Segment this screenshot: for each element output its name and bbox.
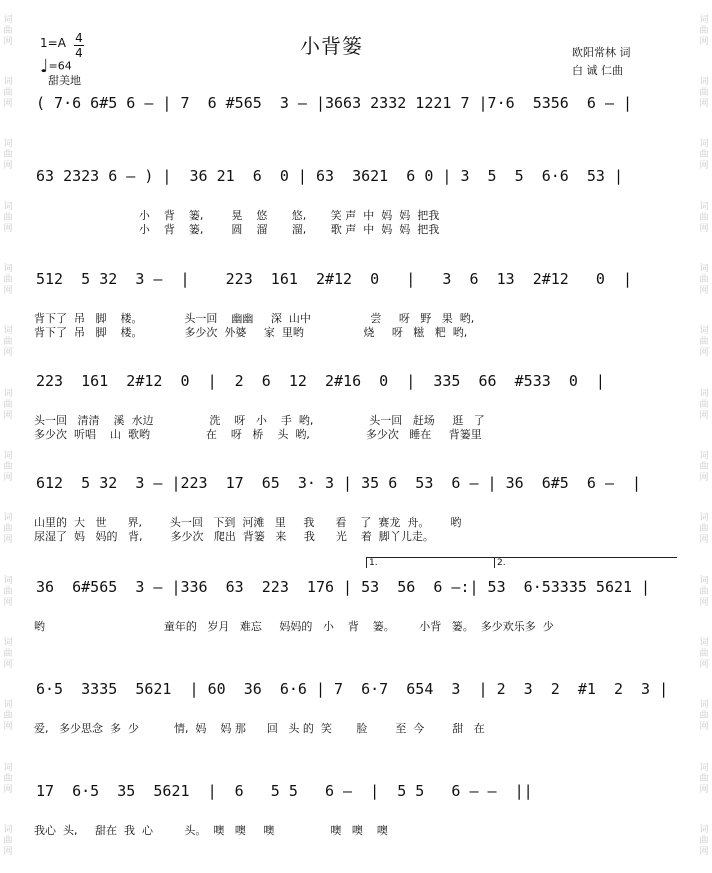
notation-line: 223 161 2#12 0 | 2 6 12 2#16 0 | 335 66 #533 0 | bbox=[36, 372, 605, 390]
lyric-line: 我心 头, 甜在 我 心 头。 噢 噢 噢 噢 噢 噢 bbox=[34, 824, 388, 837]
meter-bottom: 4 bbox=[75, 46, 83, 60]
watermark-char: 词 bbox=[3, 575, 13, 586]
watermark-char: 网 bbox=[3, 410, 13, 421]
watermark-char: 词 bbox=[699, 77, 709, 88]
watermark-char: 曲 bbox=[3, 399, 13, 410]
lyric-line: 小 背 篓, 圆 溜 溜, 歌 声 中 妈 妈 把我 bbox=[34, 223, 440, 236]
lyric-line: 背下了 吊 脚 楼。 头一回 幽幽 深 山中 尝 呀 野 果 哟, bbox=[34, 312, 475, 325]
watermark-char: 曲 bbox=[699, 586, 709, 597]
watermark-block bbox=[3, 202, 12, 235]
lyricist-credit: 欧阳常林 词 bbox=[572, 46, 631, 59]
watermark-char: 网 bbox=[3, 722, 13, 733]
first-ending-bracket: 1. bbox=[366, 557, 497, 568]
watermark-block bbox=[3, 15, 12, 48]
watermark-char: 曲 bbox=[699, 212, 709, 223]
watermark-block bbox=[699, 576, 708, 609]
watermark-char: 网 bbox=[3, 161, 13, 172]
watermark-block bbox=[3, 700, 12, 733]
watermark-block bbox=[3, 389, 12, 422]
watermark-char: 曲 bbox=[699, 462, 709, 473]
watermark-block bbox=[699, 700, 708, 733]
watermark-char: 曲 bbox=[699, 649, 709, 660]
watermark-char: 网 bbox=[699, 36, 709, 47]
watermark-char: 词 bbox=[699, 638, 709, 649]
watermark-char: 词 bbox=[699, 575, 709, 586]
watermark-block bbox=[699, 763, 708, 796]
watermark-left bbox=[0, 0, 16, 873]
watermark-char: 词 bbox=[3, 700, 13, 711]
watermark-char: 曲 bbox=[699, 88, 709, 99]
watermark-char: 词 bbox=[699, 700, 709, 711]
watermark-char: 网 bbox=[699, 410, 709, 421]
watermark-char: 网 bbox=[3, 223, 13, 234]
watermark-char: 曲 bbox=[3, 836, 13, 847]
watermark-char: 网 bbox=[3, 660, 13, 671]
lyric-line: 头一回 清清 溪 水边 洗 呀 小 手 哟, 头一回 赶场 逛 了 bbox=[34, 414, 485, 427]
watermark-char: 网 bbox=[3, 597, 13, 608]
notation-line: 512 5 32 3 – | 223 161 2#12 0 | 3 6 13 2#12 0 | bbox=[36, 270, 633, 288]
watermark-char: 网 bbox=[3, 286, 13, 297]
watermark-char: 曲 bbox=[3, 524, 13, 535]
watermark-char: 词 bbox=[3, 201, 13, 212]
watermark-char: 词 bbox=[3, 762, 13, 773]
watermark-char: 词 bbox=[699, 451, 709, 462]
quarter-note-icon: ♩ bbox=[40, 56, 49, 77]
watermark-block bbox=[699, 389, 708, 422]
watermark-char: 曲 bbox=[699, 275, 709, 286]
composer-credit: 白 诚 仁曲 bbox=[572, 64, 623, 77]
watermark-char: 网 bbox=[699, 473, 709, 484]
watermark-char: 曲 bbox=[3, 275, 13, 286]
watermark-char: 曲 bbox=[3, 88, 13, 99]
watermark-block bbox=[3, 451, 12, 484]
watermark-char: 网 bbox=[3, 847, 13, 858]
watermark-char: 曲 bbox=[3, 711, 13, 722]
watermark-block bbox=[699, 202, 708, 235]
watermark-block bbox=[699, 326, 708, 359]
watermark-char: 网 bbox=[699, 348, 709, 359]
notation-line: 612 5 32 3 – |223 17 65 3· 3 | 35 6 53 6 – | 36 6#5 6 – | bbox=[36, 474, 642, 492]
watermark-block bbox=[3, 763, 12, 796]
watermark-char: 曲 bbox=[699, 399, 709, 410]
watermark-char: 网 bbox=[699, 161, 709, 172]
lyric-line: 山里的 大 世 界, 头一回 下到 河滩 里 我 看 了 赛龙 舟。 哟 bbox=[34, 516, 462, 529]
watermark-char: 词 bbox=[3, 388, 13, 399]
watermark-char: 词 bbox=[699, 513, 709, 524]
notation-line: 63 2323 6 – ) | 36 21 6 0 | 63 3621 6 0 | 3 5 5 6·6 53 | bbox=[36, 167, 623, 185]
second-ending-bracket: 2. bbox=[494, 557, 677, 568]
watermark-char: 曲 bbox=[3, 25, 13, 36]
watermark-char: 词 bbox=[3, 451, 13, 462]
lyric-line: 爱, 多少思念 多 少 情, 妈 妈 那 回 头 的 笑 脸 至 今 甜 在 bbox=[34, 722, 485, 735]
watermark-char: 词 bbox=[3, 825, 13, 836]
watermark-char: 曲 bbox=[3, 462, 13, 473]
watermark-char: 曲 bbox=[3, 212, 13, 223]
watermark-block bbox=[3, 326, 12, 359]
watermark-block bbox=[3, 77, 12, 110]
watermark-char: 词 bbox=[3, 264, 13, 275]
lyric-line: 小 背 篓, 晃 悠 悠, 笑 声 中 妈 妈 把我 bbox=[34, 209, 440, 222]
notation-line: 17 6·5 35 5621 | 6 5 5 6 – | 5 5 6 – – || bbox=[36, 782, 533, 800]
watermark-block bbox=[3, 825, 12, 858]
watermark-block bbox=[699, 77, 708, 110]
notation-line: ( 7·6 6#5 6 – | 7 6 #565 3 – |3663 2332 1221 7 |7·6 5356 6 – | bbox=[36, 94, 633, 112]
watermark-char: 网 bbox=[699, 660, 709, 671]
watermark-char: 词 bbox=[699, 388, 709, 399]
song-title: 小背篓 bbox=[300, 34, 363, 58]
watermark-char: 曲 bbox=[3, 773, 13, 784]
watermark-right bbox=[696, 0, 712, 873]
watermark-char: 曲 bbox=[699, 150, 709, 161]
watermark-char: 词 bbox=[699, 825, 709, 836]
watermark-char: 词 bbox=[699, 14, 709, 25]
watermark-char: 曲 bbox=[3, 337, 13, 348]
key-signature: 1=A bbox=[40, 36, 66, 50]
watermark-block bbox=[699, 513, 708, 546]
watermark-char: 词 bbox=[699, 201, 709, 212]
watermark-char: 词 bbox=[699, 139, 709, 150]
watermark-char: 曲 bbox=[3, 150, 13, 161]
watermark-char: 网 bbox=[699, 784, 709, 795]
watermark-block bbox=[699, 264, 708, 297]
watermark-char: 网 bbox=[699, 99, 709, 110]
watermark-char: 词 bbox=[3, 139, 13, 150]
watermark-block bbox=[699, 451, 708, 484]
watermark-char: 网 bbox=[699, 722, 709, 733]
lyric-line: 背下了 吊 脚 楼。 多少次 外婆 家 里哟 烧 呀 糍 粑 哟, bbox=[34, 326, 468, 339]
watermark-block bbox=[3, 513, 12, 546]
watermark-char: 网 bbox=[3, 348, 13, 359]
watermark-char: 曲 bbox=[699, 524, 709, 535]
watermark-char: 网 bbox=[3, 36, 13, 47]
lyric-line: 多少次 听唱 山 歌哟 在 呀 桥 头 哟, 多少次 睡在 背篓里 bbox=[34, 428, 482, 441]
watermark-char: 曲 bbox=[699, 337, 709, 348]
watermark-char: 网 bbox=[699, 286, 709, 297]
lyric-line: 哟 童年的 岁月 难忘 妈妈的 小 背 篓。 小背 篓。 多少欢乐多 少 bbox=[34, 620, 554, 633]
watermark-char: 词 bbox=[699, 264, 709, 275]
watermark-char: 曲 bbox=[3, 649, 13, 660]
watermark-char: 网 bbox=[3, 784, 13, 795]
watermark-char: 词 bbox=[3, 326, 13, 337]
time-signature bbox=[74, 32, 84, 59]
watermark-char: 词 bbox=[3, 77, 13, 88]
watermark-char: 网 bbox=[3, 99, 13, 110]
watermark-char: 曲 bbox=[699, 25, 709, 36]
watermark-block bbox=[3, 264, 12, 297]
watermark-char: 词 bbox=[3, 638, 13, 649]
watermark-block bbox=[699, 825, 708, 858]
watermark-block bbox=[3, 638, 12, 671]
watermark-char: 曲 bbox=[699, 773, 709, 784]
notation-line: 6·5 3335 5621 | 60 36 6·6 | 7 6·7 654 3 | 2 3 2 #1 2 3 | bbox=[36, 680, 669, 698]
watermark-block bbox=[3, 139, 12, 172]
watermark-char: 词 bbox=[699, 326, 709, 337]
watermark-block bbox=[699, 139, 708, 172]
notation-line: 36 6#565 3 – |336 63 223 176 | 53 56 6 –:| 53 6·53335 5621 | bbox=[36, 578, 651, 596]
watermark-block bbox=[699, 638, 708, 671]
watermark-char: 词 bbox=[3, 14, 13, 25]
watermark-block bbox=[3, 576, 12, 609]
watermark-char: 网 bbox=[699, 223, 709, 234]
watermark-char: 网 bbox=[3, 473, 13, 484]
watermark-block bbox=[699, 15, 708, 48]
expression-marking: 甜美地 bbox=[48, 74, 81, 87]
lyric-line: 尿湿了 妈 妈的 背, 多少次 爬出 背篓 来 我 光 着 脚丫儿走。 bbox=[34, 530, 434, 543]
tempo-value: =64 bbox=[48, 59, 72, 73]
watermark-char: 曲 bbox=[3, 586, 13, 597]
watermark-char: 词 bbox=[699, 762, 709, 773]
watermark-char: 网 bbox=[699, 535, 709, 546]
watermark-char: 曲 bbox=[699, 711, 709, 722]
watermark-char: 网 bbox=[3, 535, 13, 546]
watermark-char: 网 bbox=[699, 597, 709, 608]
watermark-char: 词 bbox=[3, 513, 13, 524]
watermark-char: 网 bbox=[699, 847, 709, 858]
meter-top: 4 bbox=[75, 31, 83, 45]
watermark-char: 曲 bbox=[699, 836, 709, 847]
